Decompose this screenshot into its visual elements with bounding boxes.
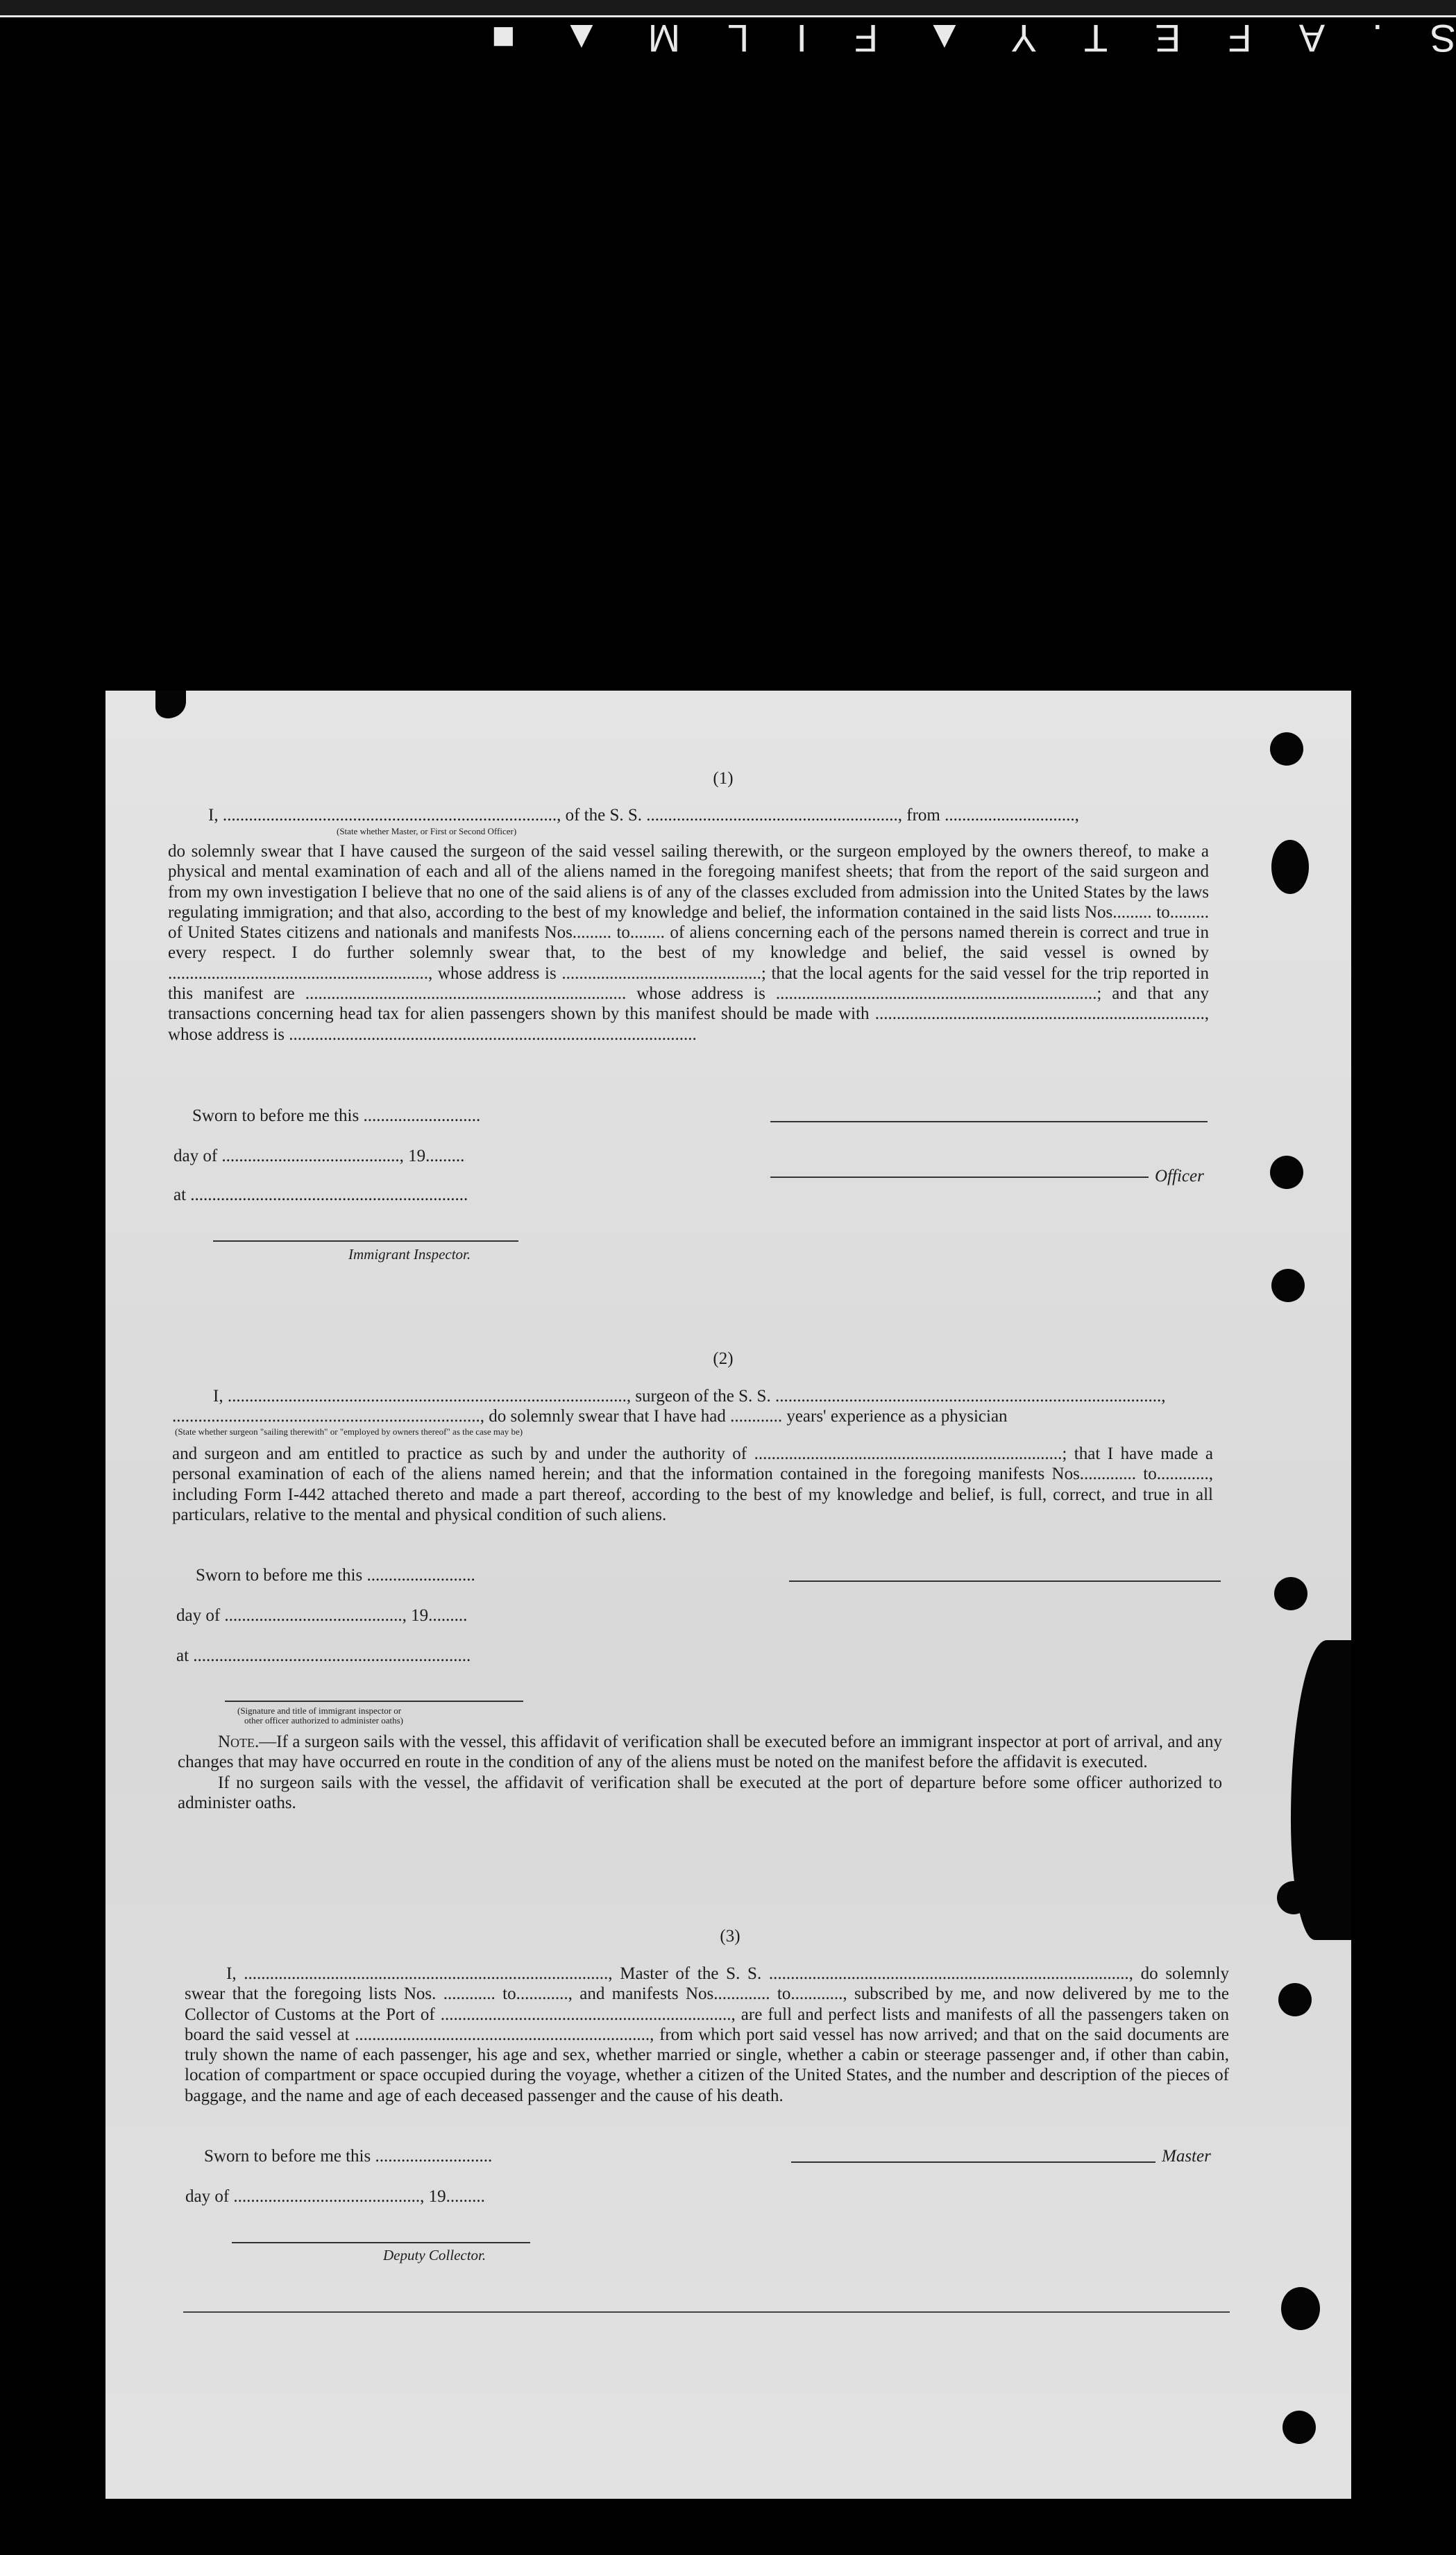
note-second-paragraph: If no surgeon sails with the vessel, the affidavit of verification shall be executed at the port of departure before some officer authorized to administer oaths. [178,1773,1222,1812]
section-1-officer-hint: (State whether Master, or First or Second Officer) [337,826,517,836]
section-2-signature-title-line [225,1701,523,1702]
section-1-oath-text: do solemnly swear that I have caused the surgeon of the said vessel sailing therewith, or the surgeon employed by the owners thereof, to make a physical and mental examination of each and all of the aliens named in the foregoing manifest sheets; that from the report of the said surgeon and from my own investigation I believe that no one of the said aliens is of any of the classes excluded from admission into the United States by the laws regulating immigration; and that also, according to the best of my knowledge and belief, the information contained in the said lists Nos......... to......... of United States citizens and nationals and manifests Nos......... to........ of aliens concerning each of the persons named therein is correct and true in every respect. I do further solemnly swear that, to the best of my knowledge and belief, the said vessel is owned by ............................................................, whose address is ..............................................; that the local agents for the said vessel for the trip reported in this manifest are .......................................................................... whose address is ..........................................................................; and that any transactions concerning head tax for alien passengers shown by this manifest should be made with ............................................................................, whose address is .............................................................................................. [168,842,1209,1044]
section-2-number: (2) [713,1349,734,1368]
page-tear-top-left [155,691,186,718]
section-2-day-line: day of ........................................., 19......... [176,1606,468,1625]
punch-hole [1270,732,1303,766]
note-label: Note. [218,1732,260,1751]
section-3-collector-label: Deputy Collector. [383,2247,486,2263]
section-1-officer-label: Officer [1155,1167,1204,1186]
section-2-surgeon-hint: (State whether surgeon "sailing therewith" or "employed by owners thereof" as the case may be) [175,1426,523,1437]
manifest-page [105,691,1351,2499]
section-1-day-line: day of ........................................., 19......... [173,1147,465,1165]
section-2-signature-hint-2: other officer authorized to administer oaths) [244,1715,403,1726]
punch-hole [1274,1577,1307,1610]
punch-hole [1277,1881,1310,1914]
section-2-note [178,1732,1222,1813]
section-3-oath-text: I, ...................................................................................., Master of the S. S. ..................................................................................., do solemnly swear that the foregoing lists Nos. ............ to............, and manifests Nos............. to............, subscribed by me, and now delivered by me to the Collector of Customs at the Port of ..................................................................., are full and perfect lists and manifests of all the passengers taken on board the said vessel at ...................................................................., from which port said vessel has now arrived; and that on the said documents are truly shown the name of each passenger, his age and sex, whether married or single, whether a cabin or steerage passenger and, if other than cabin, location of compartment or space occupied during the voyage, whether a citizen of the United States, and the number and description of the pieces of baggage, and the name and age of each deceased passenger and the cause of his death. [185,1964,1229,2105]
section-1-number: (1) [713,769,734,788]
section-1-inspector-label: Immigrant Inspector. [348,1246,471,1263]
section-2-sworn-line: Sworn to before me this ......................... [196,1566,475,1585]
bottom-rule [183,2311,1230,2313]
section-3-master-line [791,2161,1156,2163]
section-3-number: (3) [720,1927,740,1946]
section-3-sworn-line: Sworn to before me this ........................... [204,2147,493,2166]
section-1-inspector-line [213,1240,518,1242]
punch-hole [1278,1983,1312,2016]
section-2-first-line: I, ............................................................................................, surgeon of the S. S. ........................................................................................., [213,1387,1166,1406]
section-3-day-line: day of ..........................................., 19......... [185,2187,485,2206]
note-text: —If a surgeon sails with the vessel, this affidavit of verification shall be executed before an immigrant inspector at port of arrival, and any changes that may have occurred en route in the condition of any of the aliens must be noted on the manifest before the affidavit is executed. [178,1732,1222,1772]
punch-hole [1281,2287,1320,2330]
section-1-signature-line [770,1121,1208,1122]
punch-hole [1270,1156,1303,1189]
section-1-officer-line [770,1177,1149,1178]
section-1-sworn-line: Sworn to before me this ........................... [192,1106,481,1125]
section-2-signature-hint-1: (Signature and title of immigrant inspector or [237,1705,402,1716]
section-3-collector-line [232,2242,530,2243]
section-2-signature-line [789,1580,1221,1582]
section-3-master-label: Master [1162,2147,1211,2166]
punch-hole [1271,840,1309,894]
film-edge-lettering: S.AFETY▲FILM▲■ [444,17,1456,60]
punch-hole [1271,1269,1305,1302]
section-2-at-line: at ................................................................ [176,1646,471,1665]
section-2-oath-text: and surgeon and am entitled to practice as such by and under the authority of .......................................................................; that I have made a personal examination of each of the aliens named herein; and that the information contained in the foregoing manifests Nos............. to............, including Form I-442 attached thereto and made a part thereof, according to the best of my knowledge and belief, is full, correct, and true in all particulars, relative to the mental and physical condition of such aliens. [172,1444,1213,1524]
section-2-second-line: ......................................................................., do solemnly swear that I have had ............ years' experience as a physician [172,1407,1008,1426]
section-1-first-line: I, ............................................................................., of the S. S. .........................................................., from .............................., [208,806,1079,825]
section-1-at-line: at ................................................................ [173,1186,468,1204]
punch-hole [1283,2411,1316,2444]
